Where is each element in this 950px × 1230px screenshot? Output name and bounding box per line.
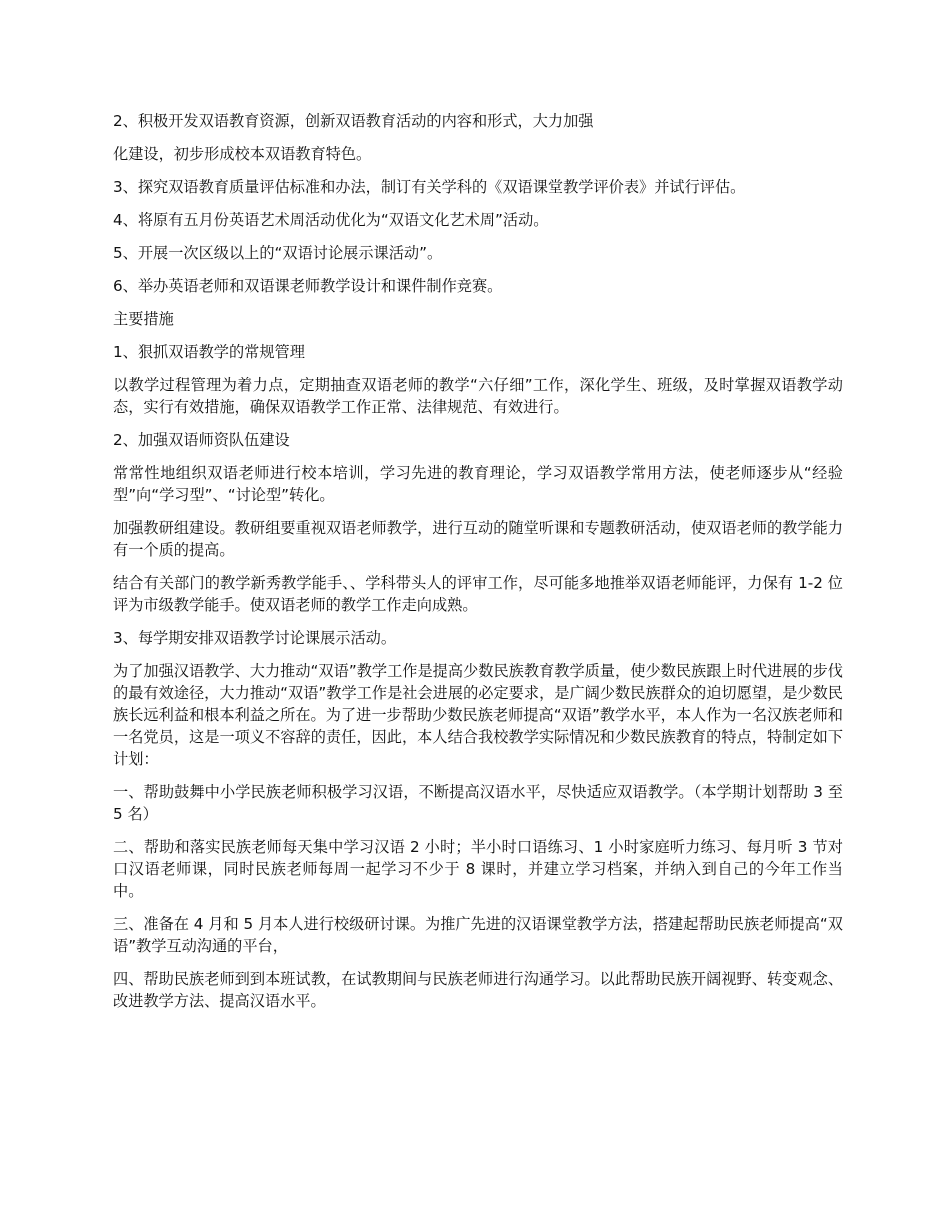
measure-heading-3: 3、每学期安排双语教学讨论课展示活动。 (113, 629, 397, 647)
paragraph-goal-3: 3、探究双语教育质量评估标准和办法，制订有关学科的《双语课堂教学评价表》并试行评估。 (113, 178, 746, 196)
paragraph-measure-2-evaluation: 结合有关部门的教学新秀教学能手、、学科带头人的评审工作，尽可能多地推举双语老师能评，力保有 1-2 位评为市级教学能手。使双语老师的教学工作走向成熟。 (113, 574, 843, 614)
paragraph-measure-2-research-group: 加强教研组建设。教研组要重视双语老师教学，进行互动的随堂听课和专题教研活动，使双语老师的教学能力有一个质的提高。 (113, 519, 843, 559)
paragraph-goal-5: 5、开展一次区级以上的“双语讨论展示课活动”。 (113, 244, 443, 262)
section-heading-measures: 主要措施 (113, 310, 174, 328)
paragraph-plan-3: 三、准备在 4 月和 5 月本人进行校级研讨课。为推广先进的汉语课堂教学方法，搭建起帮助民族老师提高“双语”教学互动沟通的平台， (113, 915, 843, 955)
paragraph-measure-1-body: 以教学过程管理为着力点，定期抽查双语老师的教学“六仔细”工作，深化学生、班级，及时掌握双语教学动态，实行有效措施，确保双语教学工作正常、法律规范、有效进行。 (113, 376, 843, 416)
measure-heading-2: 2、加强双语师资队伍建设 (113, 431, 290, 449)
document-page (113, 110, 843, 1023)
paragraph-plan-2: 二、帮助和落实民族老师每天集中学习汉语 2 小时；半小时口语练习、1 小时家庭听力练习、每月听 3 节对口汉语老师课，同时民族老师每周一起学习不少于 8 课时，并建立学习档案，并纳入到自己的今年工作当中。 (113, 838, 843, 900)
paragraph-plan-1: 一、帮助鼓舞中小学民族老师积极学习汉语，不断提高汉语水平，尽快适应双语教学。（本学期计划帮助 3 至 5 名） (113, 783, 843, 823)
paragraph-goal-6: 6、举办英语老师和双语课老师教学设计和课件制作竞赛。 (113, 277, 503, 295)
measure-heading-1: 1、狠抓双语教学的常规管理 (113, 343, 305, 361)
paragraph-goal-2-continued: 化建设，初步形成校本双语教育特色。 (113, 145, 372, 163)
paragraph-plan-intro: 为了加强汉语教学、大力推动“双语”教学工作是提高少数民族教育教学质量，使少数民族跟上时代进展的步伐的最有效途径，大力推动“双语”教学工作是社会进展的必定要求，是广阔少数民族群众的迫切愿望，是少数民族长远利益和根本利益之所在。为了进一步帮助少数民族老师提高“双语”教学水平，本人作为一名汉族老师和一名党员，这是一项义不容辞的责任，因此，本人结合我校教学实际情况和少数民族教育的特点，特制定如下计划： (113, 662, 843, 768)
paragraph-measure-2-training: 常常性地组织双语老师进行校本培训，学习先进的教育理论，学习双语教学常用方法，使老师逐步从“经验型”向“学习型”、“讨论型”转化。 (113, 464, 843, 504)
paragraph-goal-4: 4、将原有五月份英语艺术周活动优化为“双语文化艺术周”活动。 (113, 211, 549, 229)
paragraph-plan-4: 四、帮助民族老师到到本班试教，在试教期间与民族老师进行沟通学习。以此帮助民族开阔视野、转变观念、改进教学方法、提高汉语水平。 (113, 970, 843, 1010)
paragraph-goal-2: 2、积极开发双语教育资源，创新双语教育活动的内容和形式，大力加强 (113, 112, 594, 130)
